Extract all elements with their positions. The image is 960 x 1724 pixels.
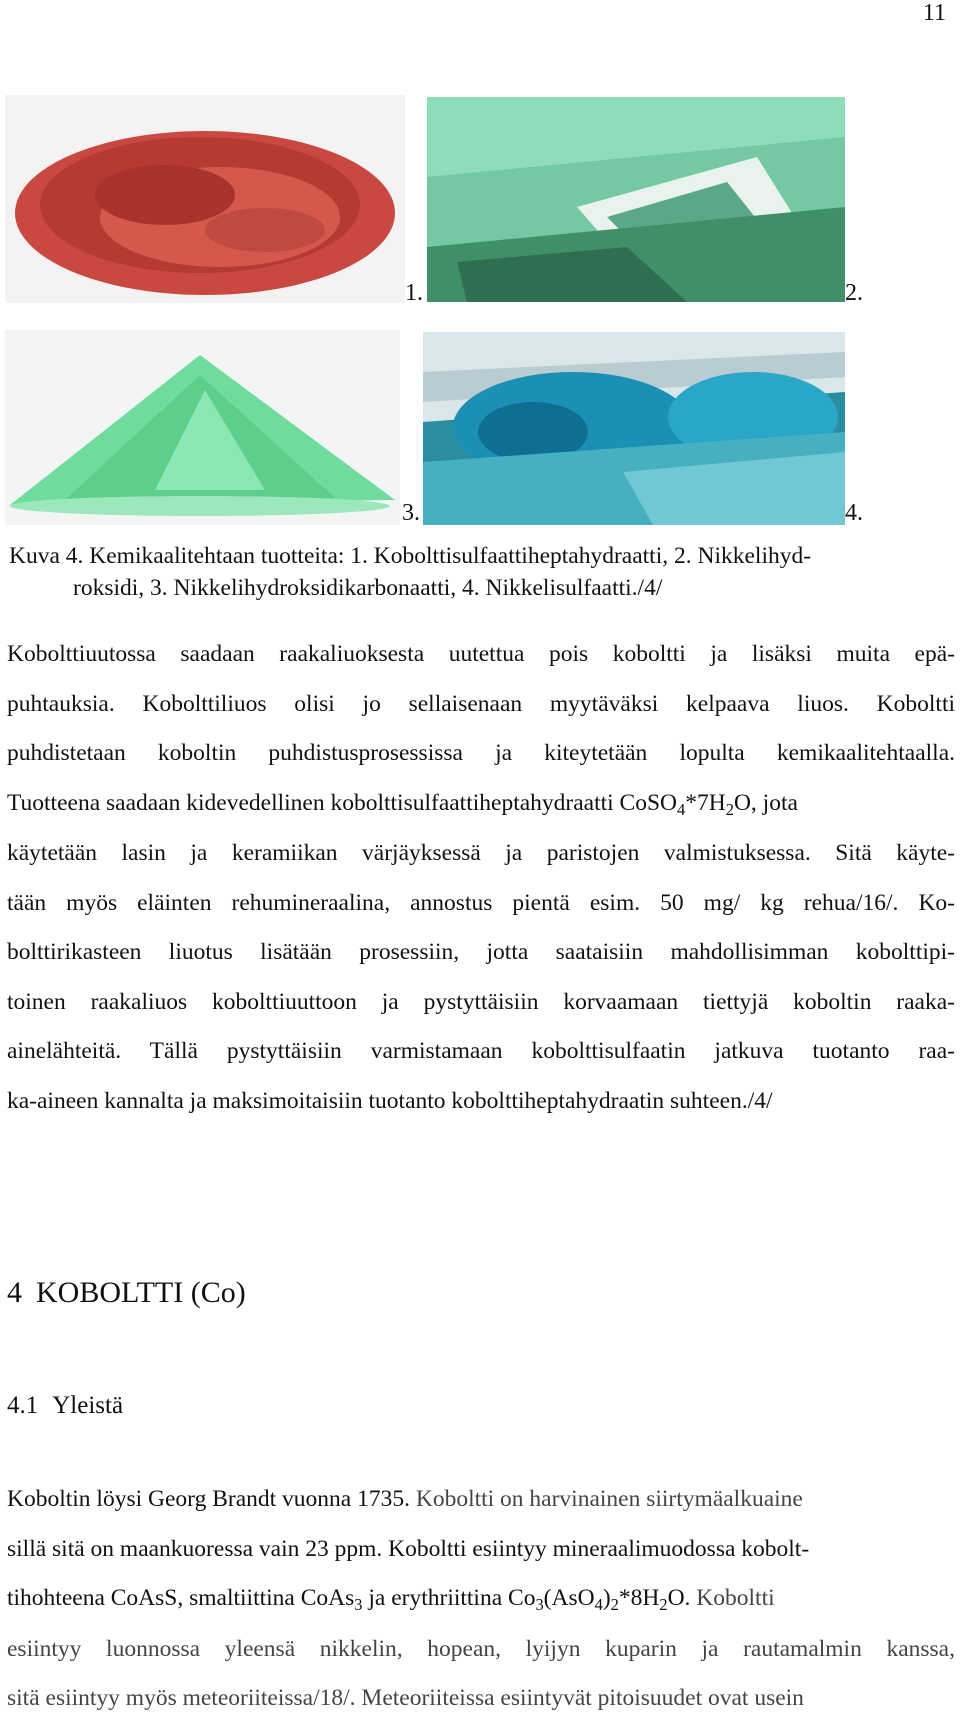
text-segment: sillä sitä on maankuoressa vain 23 ppm. — [7, 1535, 383, 1562]
text-line: toinen raakaliuos kobolttiuuttoon ja pystyttäisiin korvaamaan tiettyjä koboltin raaka- — [7, 988, 955, 1015]
figure-label-2: 2. — [845, 280, 863, 306]
text-segment: sitä esiintyy myös meteoriiteissa/18/. — [7, 1685, 356, 1711]
text-segment: O, jota — [733, 789, 798, 816]
figure-label-1: 1. — [405, 280, 423, 306]
section-title: KOBOLTTI (Co) — [36, 1276, 246, 1309]
subscript: 4 — [594, 1595, 603, 1615]
text-line: Kobolttiuutossa saadaan raakaliuoksesta uutettua pois koboltti ja lisäksi muita epä- — [7, 641, 955, 667]
figure-label-3: 3. — [402, 500, 420, 526]
text-segment: Koboltin löysi Georg Brandt vuonna 1735. — [7, 1486, 410, 1512]
caption-line: Kuva 4. Kemikaalitehtaan tuotteita: 1. Kobolttisulfaattiheptahydraatti, 2. Nikkelihyd- — [9, 543, 812, 569]
text-segment: ja erythriittina Co — [362, 1585, 536, 1611]
text-segment: Meteoriiteissa esiintyvät pitoisuudet ovat usein — [355, 1685, 804, 1711]
text-line: ainelähteitä. Tällä pystyttäisiin varmistamaan kobolttisulfaatin jatkuva tuotanto raa- — [7, 1038, 955, 1064]
text-line: esiintyy luonnossa yleensä nikkelin, hopean, lyijyn kuparin ja rautamalmin kanssa, — [7, 1635, 955, 1662]
text-segment: Tuotteena saadaan kidevedellinen kobolttisulfaattiheptahydraatti CoSO — [7, 789, 678, 816]
subscript: 3 — [535, 1595, 544, 1615]
text-segment: Koboltti esiintyy mineraalimuodossa kobolt- — [382, 1535, 810, 1562]
text-line — [7, 779, 955, 830]
subscript: 2 — [659, 1595, 668, 1615]
text-line: puhtauksia. Kobolttiliuos olisi jo sellaisenaan myytäväksi kelpaava liuos. Koboltti — [7, 690, 955, 717]
nickel-hydroxide-carbonate-photo — [5, 330, 400, 525]
text-line: puhdistetaan koboltin puhdistusprosessissa ja kiteytetään lopulta kemikaalitehtaalla. — [7, 740, 955, 766]
page-number: 11 — [922, 0, 946, 26]
subscript: 2 — [725, 799, 734, 819]
nickel-sulfate-photo — [423, 332, 845, 525]
text-segment: ) — [602, 1585, 611, 1611]
text-segment: *7H — [685, 789, 726, 816]
text-line: tään myös eläinten rehumineraalina, annostus pientä esim. 50 mg/ kg rehua/16/. Ko- — [7, 889, 955, 916]
text-segment: Koboltti — [690, 1585, 775, 1611]
text-line: käytetään lasin ja keramiikan värjäyksessä ja paristojen valmistuksessa. Sitä käyte- — [7, 840, 955, 866]
text-line: ka-aineen kannalta ja maksimoitaisiin tuotanto kobolttiheptahydraatin suhteen./4/ — [7, 1087, 773, 1114]
subscript: 3 — [354, 1595, 363, 1615]
caption-line: roksidi, 3. Nikkelihydroksidikarbonaatti, 4. Nikkelisulfaatti./4/ — [73, 575, 663, 601]
text-segment: Koboltti on harvinainen siirtymäalkuaine — [409, 1486, 803, 1512]
subsection-number: 4.1 — [7, 1392, 39, 1419]
subsection-title: Yleistä — [52, 1392, 124, 1419]
text-segment: tihohteena CoAsS, smaltiittina CoAs — [7, 1585, 355, 1611]
text-segment: O. — [667, 1585, 691, 1611]
text-line — [7, 1674, 955, 1724]
figure-label-4: 4. — [845, 500, 863, 526]
figure-caption — [7, 540, 811, 604]
paragraph-general — [7, 1475, 955, 1724]
text-line — [7, 1475, 955, 1525]
cobalt-sulfate-photo — [5, 95, 405, 303]
text-line — [7, 1574, 955, 1625]
text-line: bolttirikasteen liuotus lisätään prosessiin, jotta saataisiin mahdollisimman kobolttipi- — [7, 939, 955, 965]
section-number: 4 — [7, 1276, 22, 1309]
subscript: 4 — [677, 799, 686, 819]
text-segment: (AsO — [543, 1585, 595, 1611]
paragraph-extraction — [7, 630, 955, 1126]
subscript: 2 — [610, 1595, 619, 1615]
text-line — [7, 1525, 955, 1575]
section-heading — [7, 1276, 246, 1310]
text-segment: *8H — [618, 1585, 660, 1611]
nickel-hydroxide-photo — [427, 97, 845, 302]
subsection-heading — [7, 1392, 123, 1420]
